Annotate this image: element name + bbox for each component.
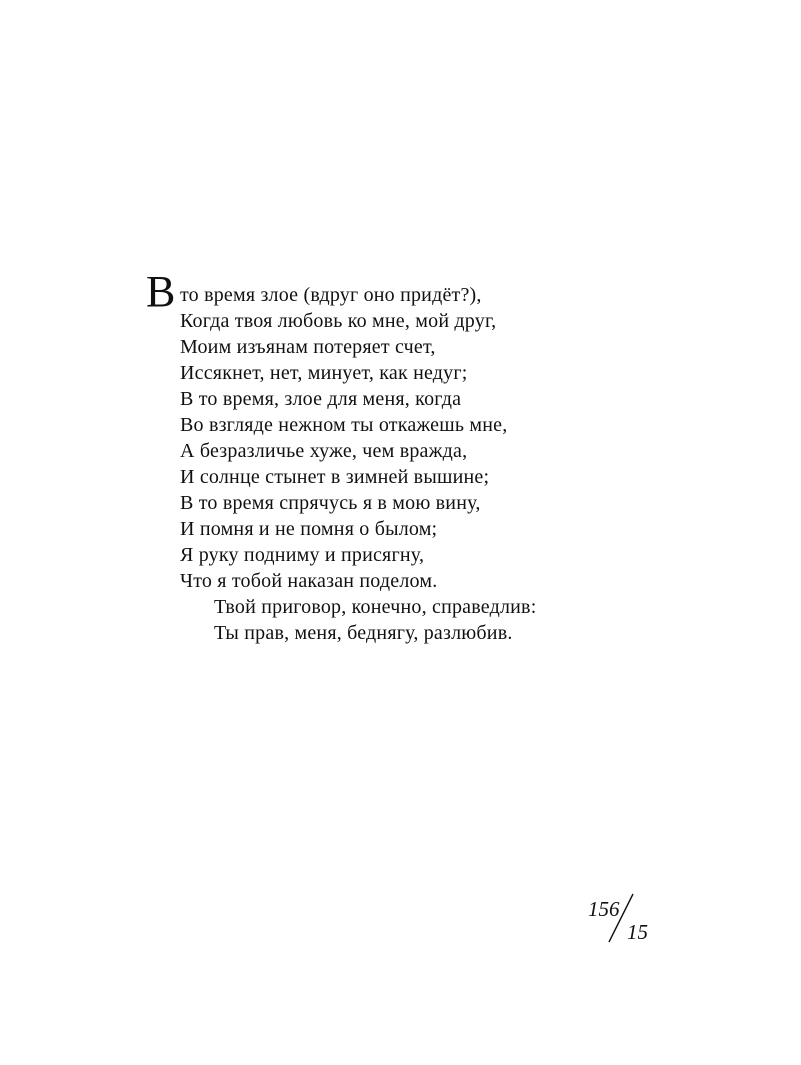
- page-number-top: 156: [588, 897, 620, 921]
- poem-line-7: А безразличье хуже, чем вражда,: [180, 440, 468, 462]
- couplet-line-2: Ты прав, меня, беднягу, разлюбив.: [214, 622, 513, 644]
- poem-line-3: Моим изъянам потеряет счет,: [180, 336, 436, 358]
- poem-line-5: В то время, злое для меня, когда: [180, 388, 462, 410]
- poem-line-9: В то время спрячусь я в мою вину,: [180, 492, 481, 514]
- poem-line-8: И солнце стынет в зимней вышине;: [180, 466, 490, 488]
- page-number-bottom: 15: [627, 920, 648, 944]
- poem-line-10: И помня и не помня о былом;: [180, 518, 438, 540]
- drop-cap: В: [146, 267, 176, 316]
- poem-line-12: Что я тобой наказан поделом.: [180, 570, 438, 592]
- couplet-line-1: Твой приговор, конечно, справедлив:: [214, 596, 537, 618]
- poem-line-11: Я руку подниму и присягну,: [180, 544, 425, 566]
- poem-line-1: то время злое (вдруг оно придёт?),: [180, 284, 482, 306]
- poem-line-4: Иссякнет, нет, минует, как недуг;: [180, 362, 468, 384]
- poem-line-2: Когда твоя любовь ко мне, мой друг,: [180, 310, 497, 332]
- poem-line-6: Во взгляде нежном ты откажешь мне,: [180, 414, 508, 436]
